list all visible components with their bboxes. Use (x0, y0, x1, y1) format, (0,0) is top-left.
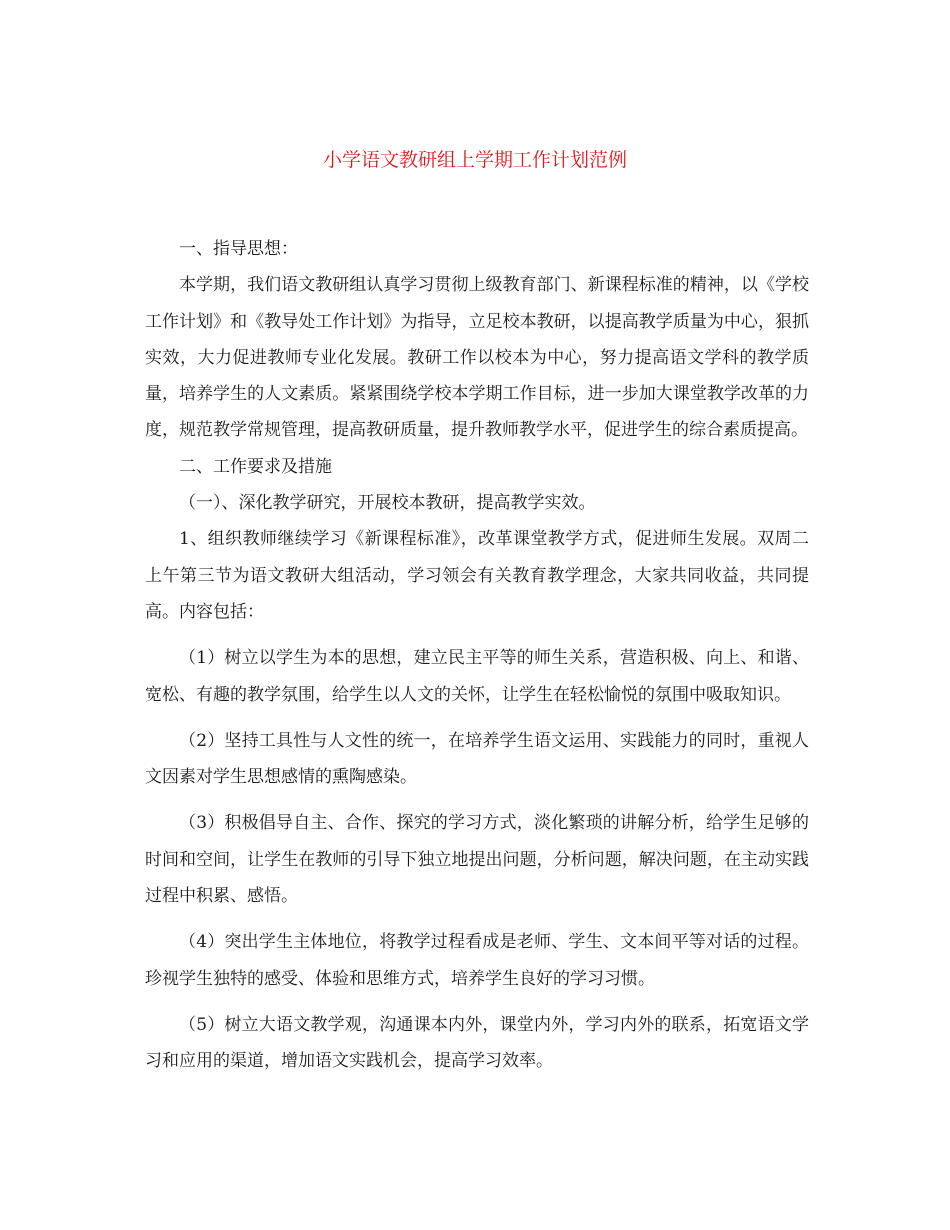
list-item-4: （4）突出学生主体地位，将教学过程看成是老师、学生、文本间平等对话的过程。珍视学生独特的感受、体验和思维方式，培养学生良好的学习习惯。 (145, 932, 809, 989)
list-item-3: （3）积极倡导自主、合作、探究的学习方式，淡化繁琐的讲解分析，给学生足够的时间和空间，让学生在教师的引导下独立地提出问题，分析问题，解决问题，在主动实践过程中积累、感悟。 (145, 813, 809, 907)
section-heading-requirements: 二、工作要求及措施 (179, 456, 332, 477)
document-body (145, 231, 809, 1080)
list-item-1: （1）树立以学生为本的思想，建立民主平等的师生关系，营造积极、向上、和谐、宽松、有趣的教学氛围，给学生以人文的关怀，让学生在轻松愉悦的氛围中吸取知识。 (145, 648, 809, 705)
list-item-2: （2）坚持工具性与人文性的统一，在培养学生语文运用、实践能力的同时，重视人文因素对学生思想感情的熏陶感染。 (145, 730, 809, 788)
subsection-heading-1: （一）、深化教学研究，开展校本教研，提高教学实效。 (179, 493, 596, 514)
paragraph-guiding-thought: 本学期，我们语文教研组认真学习贯彻上级教育部门、新课程标准的精神，以《学校工作计划》和《教导处工作计划》为指导，立足校本教研，以提高教学质量为中心，狠抓实效，大力促进教师专业化发展。教研工作以校本为中心，努力提高语文学科的教学质量，培养学生的人文素质。紧紧围绕学校本学期工作目标，进一步加大课堂教学改革的力度，规范教学常规管理，提高教研质量，提升教师教学水平，促进学生的综合素质提高。 (145, 275, 809, 441)
paragraph-item-1: 1、组织教师继续学习《新课程标准》，改革课堂教学方式，促进师生发展。双周二上午第三节为语文教研大组活动，学习领会有关教育教学理念，大家共同收益，共同提高。内容包括： (145, 529, 809, 622)
section-heading-guiding-thought: 一、指导思想： (179, 239, 298, 259)
list-item-5: （5）树立大语文教学观，沟通课本内外，课堂内外，学习内外的联系，拓宽语文学习和应用的渠道，增加语文实践机会，提高学习效率。 (145, 1014, 809, 1072)
document-title: 小学语文教研组上学期工作计划范例 (322, 149, 627, 171)
